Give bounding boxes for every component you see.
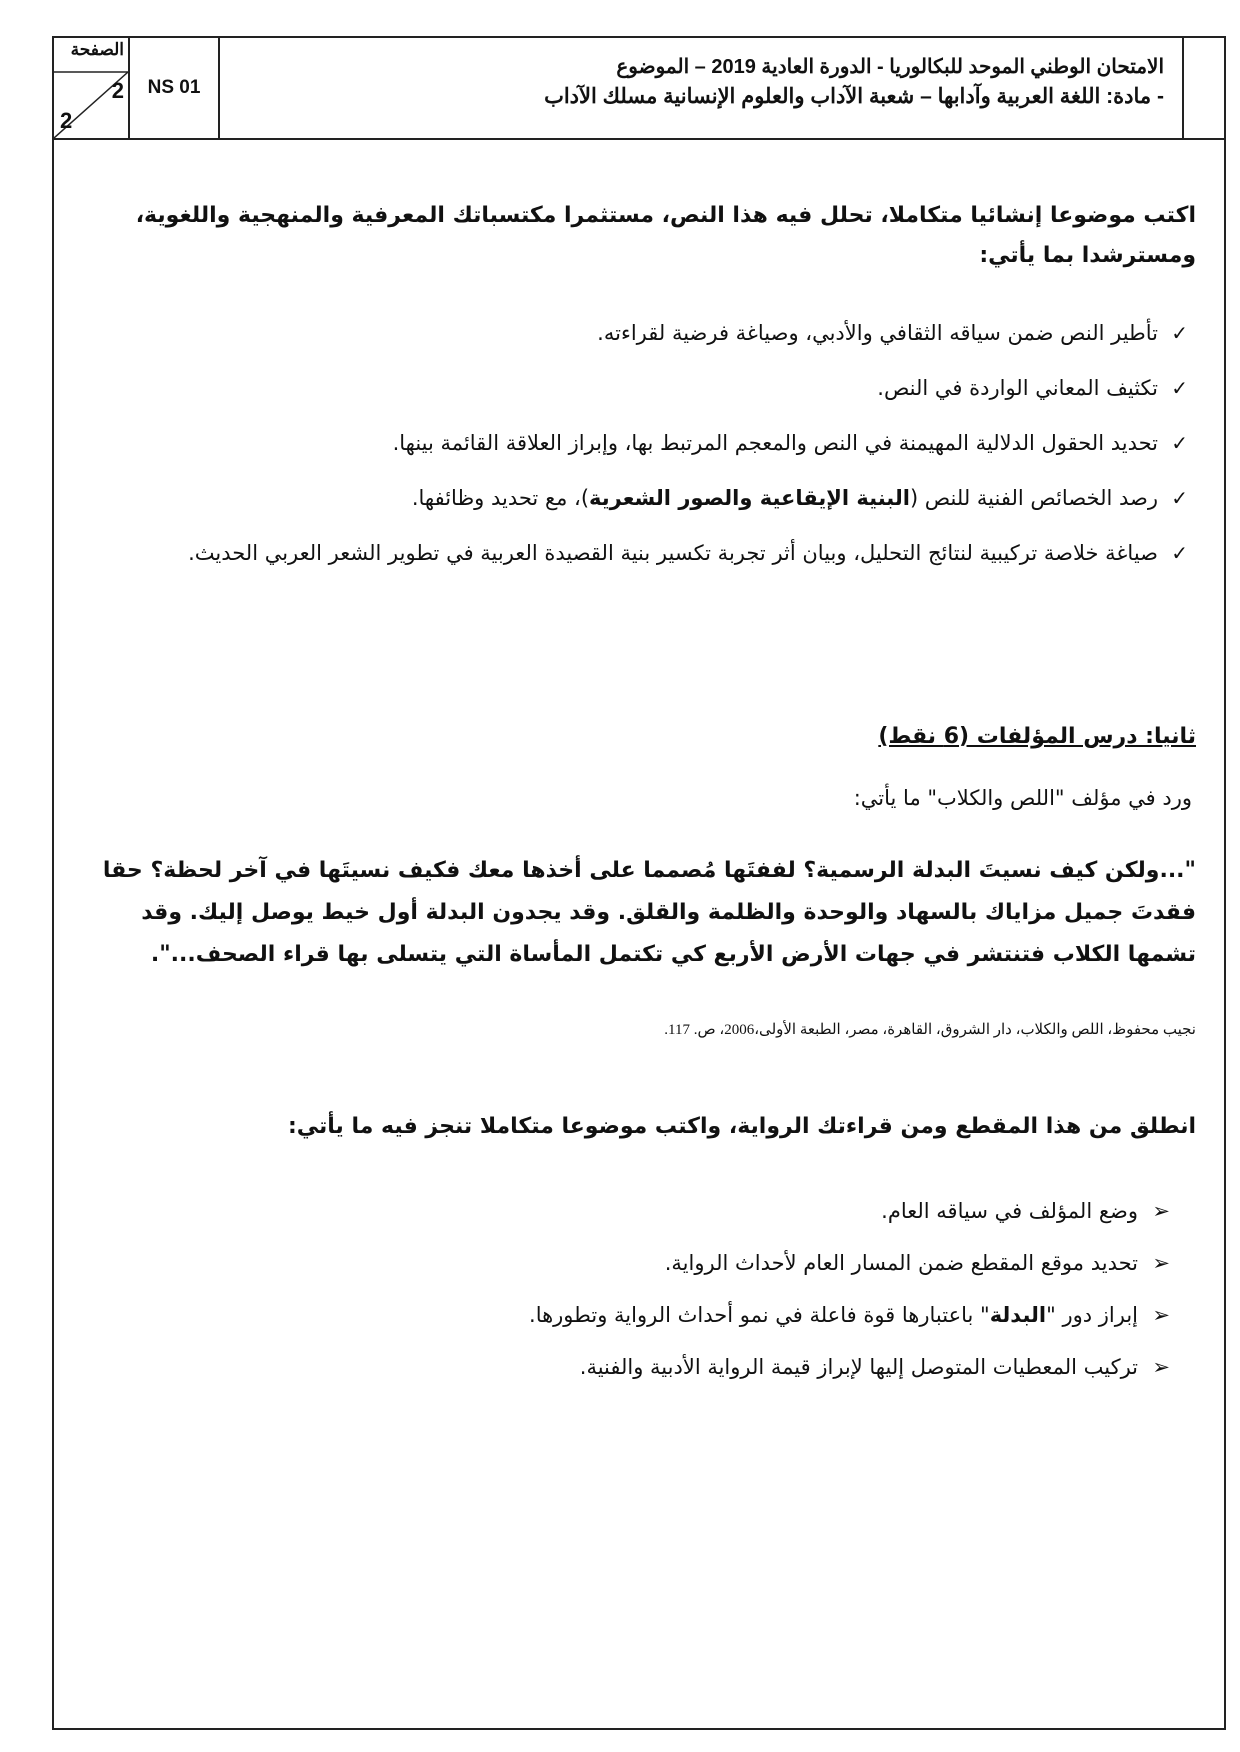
task-list xyxy=(270,1192,1170,1400)
title-line-2: - مادة: اللغة العربية وآدابها – شعبة الآداب والعلوم الإنسانية مسلك الآداب xyxy=(544,85,1164,108)
arrow-icon: ➢ xyxy=(1152,1251,1170,1275)
exam-code: NS 01 xyxy=(130,38,220,138)
exam-content xyxy=(52,138,1226,1728)
list-item: ✓ تكثيف المعاني الواردة في النص. xyxy=(84,369,1188,407)
arrow-icon: ➢ xyxy=(1152,1303,1170,1327)
check-icon: ✓ xyxy=(1171,541,1188,565)
arrow-icon: ➢ xyxy=(1152,1355,1170,1379)
page-number-box xyxy=(54,38,130,138)
analysis-checklist xyxy=(84,314,1188,604)
source-reference: نجيب محفوظ، اللص والكلاب، دار الشروق، القاهرة، مصر، الطبعة الأولى،2006، ص. 117. xyxy=(664,1022,1196,1038)
exam-header xyxy=(52,36,1226,140)
check-icon: ✓ xyxy=(1171,376,1188,400)
section-heading: ثانيا: درس المؤلفات (6 نقط) xyxy=(878,724,1196,749)
page-current: 2 xyxy=(111,78,124,103)
list-item: ➢ تركيب المعطيات المتوصل إليها لإبراز قيمة الرواية الأدبية والفنية. xyxy=(270,1348,1170,1386)
novel-excerpt: "...ولكن كيف نسيتَ البدلة الرسمية؟ لففتَها مُصمما على أخذها معك فكيف نسيتَها في آخر لحظة؟ حقا فقدتَ جميل مزاياك بالسهاد والوحدة والظلمة والقلق. وقد يجدون البدلة أول خيط يوصل إليك. وقد تشمها الكلاب فتنتشر في جهات الأرض الأربع كي تكتمل المأساة التي يتسلى بها قراء الصحف...". xyxy=(102,858,1196,967)
list-item: ✓ رصد الخصائص الفنية للنص (البنية الإيقاعية والصور الشعرية)، مع تحديد وظائفها. xyxy=(84,479,1188,517)
list-item: ➢ تحديد موقع المقطع ضمن المسار العام لأحداث الرواية. xyxy=(270,1244,1170,1282)
check-icon: ✓ xyxy=(1171,486,1188,510)
list-item: ✓ صياغة خلاصة تركيبية لنتائج التحليل، وبيان أثر تجربة تكسير بنية القصيدة العربية في تطوير الشعر العربي الحديث. xyxy=(84,519,1188,587)
list-item: ✓ تأطير النص ضمن سياقه الثقافي والأدبي، وصياغة فرضية لقراءته. xyxy=(84,314,1188,352)
page-total: 2 xyxy=(60,108,73,133)
analysis-instruction: اكتب موضوعا إنشائيا متكاملا، تحلل فيه هذا النص، مستثمرا مكتسباتك المعرفية والمنهجية واللغوية، ومسترشدا بما يأتي: xyxy=(135,203,1196,268)
essay-task: انطلق من هذا المقطع ومن قراءتك الرواية، واكتب موضوعا متكاملا تنجز فيه ما يأتي: xyxy=(287,1114,1196,1139)
arrow-icon: ➢ xyxy=(1152,1199,1170,1223)
check-icon: ✓ xyxy=(1171,321,1188,345)
list-item: ➢ إبراز دور "البدلة" باعتبارها قوة فاعلة في نمو أحداث الرواية وتطورها. xyxy=(270,1296,1170,1334)
page-label: الصفحة xyxy=(70,40,124,59)
check-icon: ✓ xyxy=(1171,431,1188,455)
empty-cell xyxy=(1184,38,1224,138)
list-item: ✓ تحديد الحقول الدلالية المهيمنة في النص والمعجم المرتبط بها، وإبراز العلاقة القائمة بينها. xyxy=(84,424,1188,462)
exam-title xyxy=(220,38,1184,138)
list-item: ➢ وضع المؤلف في سياقه العام. xyxy=(270,1192,1170,1230)
excerpt-intro: ورد في مؤلف "اللص والكلاب" ما يأتي: xyxy=(853,786,1192,810)
title-line-1: الامتحان الوطني الموحد للبكالوريا - الدورة العادية 2019 – الموضوع xyxy=(616,56,1164,78)
